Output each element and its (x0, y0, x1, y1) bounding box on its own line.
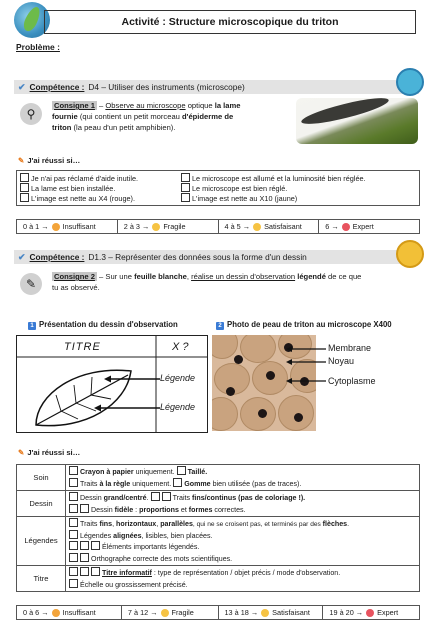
drawing-legende-2: Légende (160, 402, 196, 412)
scale-cell: 13 à 18 → Satisfaisant (219, 606, 324, 619)
emoji-icon (152, 223, 160, 231)
checkbox[interactable] (80, 541, 89, 550)
consigne-2: Consigne 2 – Sur une feuille blanche, réalise un dessin d'observation légendé de ce que tu as observé. (52, 272, 362, 292)
checkbox[interactable] (181, 183, 190, 192)
competence-text: D4 – Utiliser des instruments (microscope) (88, 82, 245, 92)
emoji-icon (52, 609, 60, 617)
reussi-label-1: ✎ J'ai réussi si… (18, 156, 81, 165)
table-row: Légendes Traits fins, horizontaux, parallèles, qui ne se croisent pas, et terminés par des flèches. Légendes alignées, lisibles, bien placées. Éléments importants légendés. Orthographe correcte des mots scientifiques. (17, 517, 420, 566)
table-row: Dessin Dessin grand/centré. Traits fins/continus (pas de coloriage !). Dessin fidèle : proportions et formes correctes. (17, 491, 420, 517)
scale-cell: 7 à 12 → Fragile (122, 606, 219, 619)
emoji-icon (261, 609, 269, 617)
checkbox[interactable] (181, 193, 190, 202)
emoji-icon (342, 223, 350, 231)
label-cytoplasme: Cytoplasme (328, 376, 376, 386)
checkbox[interactable] (69, 478, 78, 487)
competence-bar-2: ✔ Compétence : D1.3 – Représenter des données sous la forme d'un dessin (14, 250, 419, 264)
label-membrane: Membrane (328, 343, 372, 353)
figure-2-title: 2 Photo de peau de triton au microscope X400 (216, 320, 392, 330)
scale-cell: 0 à 6 → Insuffisant (17, 606, 122, 619)
checkbox[interactable] (69, 579, 78, 588)
check-icon: ✔ (18, 251, 26, 262)
emoji-icon (366, 609, 374, 617)
drawing-titre: TITRE (64, 341, 101, 353)
table-row: Soin Crayon à papier uniquement. Taillé. Traits à la règle uniquement. Gomme bien utilisée (pas de traces). (17, 465, 420, 491)
drawing-tools-icon: ✎ (20, 273, 42, 295)
checkbox[interactable] (80, 504, 89, 513)
emoji-icon (52, 223, 60, 231)
checkbox[interactable] (20, 183, 29, 192)
reussi-label-2: ✎ J'ai réussi si… (18, 448, 81, 457)
probleme-label: Problème : (16, 42, 60, 52)
consigne-1-label: Consigne 1 (54, 101, 95, 110)
checkbox[interactable] (69, 567, 78, 576)
drawing-scale: X ? (172, 341, 189, 353)
label-noyau: Noyau (328, 356, 355, 366)
checkbox[interactable] (177, 466, 186, 475)
microscope-icon: ⚲ (20, 103, 42, 125)
check-icon: ✔ (18, 81, 26, 92)
scale-cell: 19 à 20 → Expert (329, 608, 399, 617)
checkbox[interactable] (181, 173, 190, 182)
checkbox[interactable] (20, 173, 29, 182)
emoji-icon (161, 609, 169, 617)
emoji-icon (253, 223, 261, 231)
scale-cell: 4 à 5 → Satisfaisant (219, 220, 320, 233)
score-scale-1 (16, 219, 420, 234)
drawing-legende-1: Légende (160, 373, 196, 383)
checklist-1 (16, 170, 420, 206)
checkbox[interactable] (69, 553, 78, 562)
checkbox[interactable] (69, 466, 78, 475)
competence-bar-1 (14, 80, 419, 94)
microscope-badge-icon (396, 68, 424, 96)
score-scale-2 (16, 605, 420, 620)
table-row: Titre Titre informatif : type de représentation / objet précis / mode d'observation. Échelle ou grossissement précisé. (17, 566, 420, 592)
page-title: Activité : Structure microscopique du triton (44, 10, 416, 34)
scale-cell: 6 → Expert (325, 222, 374, 231)
checkbox[interactable] (80, 553, 89, 562)
photo-arrows (280, 335, 330, 395)
checkbox[interactable] (80, 567, 89, 576)
scale-cell: 2 à 3 → Fragile (118, 220, 219, 233)
checkbox[interactable] (69, 530, 78, 539)
competence-prefix: Compétence : (29, 82, 85, 92)
criteria-table (16, 464, 420, 592)
consigne-1: Consigne 1 – Observe au microscope optique la lame fournie (qui contient un petit morceau d'épiderme de triton (la peau d'un petit amphibien). (52, 101, 241, 132)
checkbox[interactable] (151, 492, 160, 501)
checkbox[interactable] (162, 492, 171, 501)
checkbox[interactable] (91, 567, 100, 576)
drawing-badge-icon (396, 240, 424, 268)
checkbox[interactable] (69, 541, 78, 550)
checkbox[interactable] (20, 193, 29, 202)
checkbox[interactable] (69, 504, 78, 513)
figure-1-title: 1 Présentation du dessin d'observation (28, 320, 178, 330)
checkbox[interactable] (91, 541, 100, 550)
table-row: Je n'ai pas réclamé d'aide inutile. La lame est bien installée. L'image est nette au X4 (rouge). Le microscope est allumé et la luminosité bien réglée. Le microscope est bien réglé. L'image est nette au X10 (jaune) (17, 171, 420, 206)
checkbox[interactable] (173, 478, 182, 487)
checkbox[interactable] (69, 492, 78, 501)
scale-cell: 0 à 1 → Insuffisant (17, 220, 118, 233)
checkbox[interactable] (69, 518, 78, 527)
